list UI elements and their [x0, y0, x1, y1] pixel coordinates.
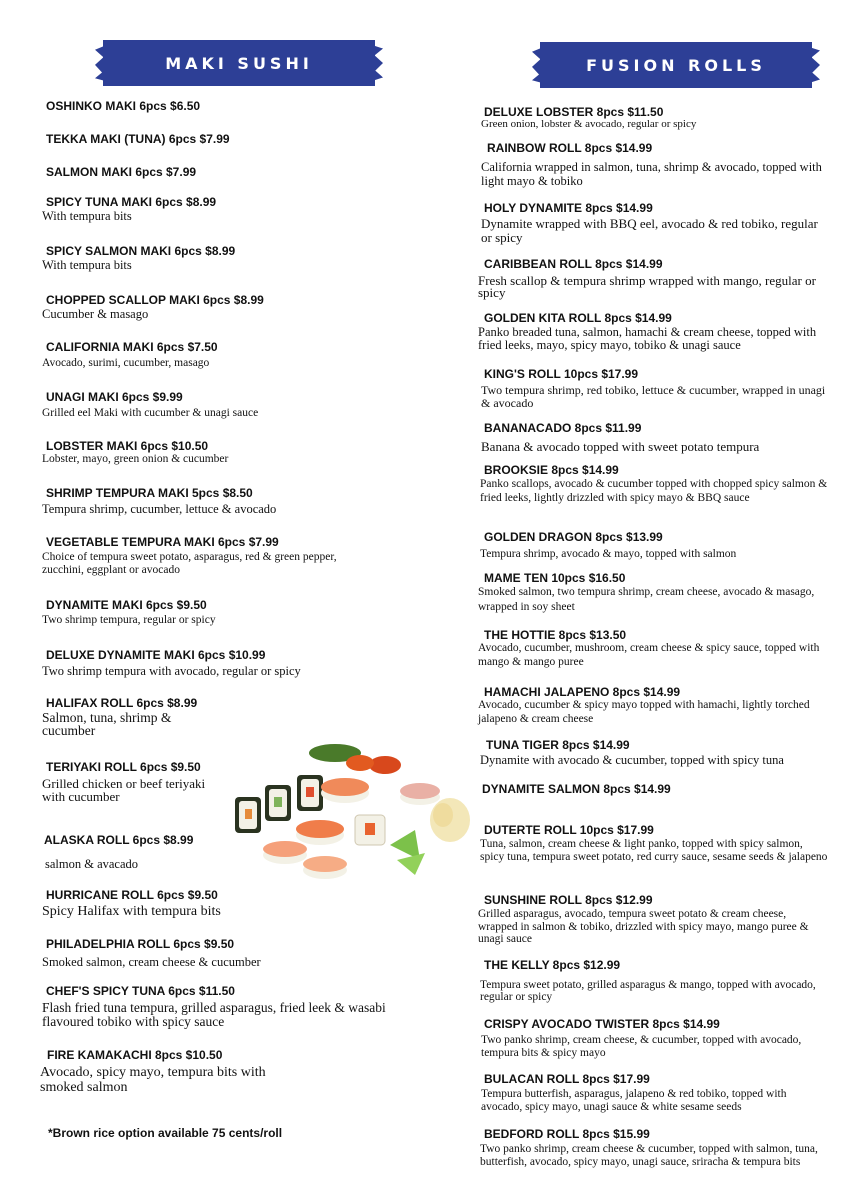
menu-item-spicy-salmon-maki	[42, 244, 342, 272]
menu-item-bedford-roll	[478, 1127, 828, 1168]
item-name: BROOKSIE 8pcs $14.99	[484, 463, 619, 477]
item-name: LOBSTER MAKI 6pcs $10.50	[46, 439, 209, 453]
item-name: SHRIMP TEMPURA MAKI 5pcs $8.50	[46, 486, 253, 500]
item-description: Grilled chicken or beef teriyaki with cucumber	[42, 776, 206, 804]
item-name: DELUXE LOBSTER 8pcs $11.50	[484, 105, 664, 119]
item-name: PHILADELPHIA ROLL 6pcs $9.50	[46, 937, 235, 951]
item-name: OSHINKO MAKI 6pcs $6.50	[46, 99, 201, 113]
menu-item-unagi-maki	[42, 390, 342, 420]
item-description: Smoked salmon, two tempura shrimp, cream cheese, avocado & masago, wrapped in soy sheet	[478, 586, 815, 613]
menu-item-deluxe-dynamite-maki	[42, 648, 342, 678]
menu-item-teriyaki-roll	[42, 760, 227, 803]
item-name: DUTERTE ROLL 10pcs $17.99	[484, 823, 654, 837]
item-description: Tempura sweet potato, grilled asparagus & mango, topped with avocado, regular or spicy	[480, 979, 816, 1003]
fusion-rolls-banner	[540, 42, 812, 88]
item-description: Salmon, tuna, shrimp & cucumber	[42, 710, 172, 738]
item-name: HAMACHI JALAPENO 8pcs $14.99	[484, 685, 681, 699]
menu-item-kings-roll	[478, 367, 828, 410]
menu-item-rainbow-roll	[478, 141, 828, 188]
item-name: KING'S ROLL 10pcs $17.99	[484, 367, 639, 381]
menu-item-tekka-maki	[42, 132, 342, 146]
item-name: BULACAN ROLL 8pcs $17.99	[484, 1072, 650, 1086]
menu-item-golden-dragon	[478, 530, 828, 561]
brown-rice-note: *Brown rice option available 75 cents/roll	[48, 1126, 283, 1140]
menu-item-the-hottie	[478, 628, 828, 669]
item-description: California wrapped in salmon, tuna, shrimp & avocado, topped with light mayo & tobiko	[481, 160, 822, 188]
item-description: Choice of tempura sweet potato, asparagus, red & green pepper, zucchini, eggplant or avocado	[42, 551, 337, 576]
menu-item-halifax-roll	[42, 696, 202, 737]
item-name: CHOPPED SCALLOP MAKI 6pcs $8.99	[46, 293, 264, 307]
menu-item-vegetable-tempura-maki	[42, 535, 342, 576]
menu-item-bulacan-roll	[478, 1072, 828, 1113]
item-description: Green onion, lobster & avocado, regular or spicy	[481, 118, 697, 130]
item-description: Grilled eel Maki with cucumber & unagi sauce	[42, 407, 259, 419]
item-name: RAINBOW ROLL 8pcs $14.99	[487, 141, 653, 155]
item-description: Lobster, mayo, green onion & cucumber	[42, 453, 229, 465]
item-name: UNAGI MAKI 6pcs $9.99	[46, 390, 183, 404]
item-description: Avocado, spicy mayo, tempura bits with smoked salmon	[40, 1065, 266, 1095]
item-description: With tempura bits	[42, 258, 132, 272]
item-description: Tempura shrimp, avocado & mayo, topped with salmon	[480, 548, 737, 560]
menu-item-salmon-maki	[42, 165, 342, 179]
item-description: Grilled asparagus, avocado, tempura sweet potato & cream cheese, wrapped in salmon & tobiko, drizzled with spicy mayo, mango puree & unagi sauce	[478, 908, 809, 945]
item-name: BANANACADO 8pcs $11.99	[484, 421, 642, 435]
maki-sushi-banner	[103, 40, 375, 86]
sushi-platter-image	[215, 735, 475, 895]
item-name: DELUXE DYNAMITE MAKI 6pcs $10.99	[46, 648, 266, 662]
item-description: Panko breaded tuna, salmon, hamachi & cream cheese, topped with fried leeks, mayo, spicy mayo, tobiko & unagi sauce	[478, 325, 817, 352]
menu-item-golden-kita-roll	[478, 311, 828, 352]
item-name: SUNSHINE ROLL 8pcs $12.99	[484, 893, 653, 907]
menu-item-shrimp-tempura-maki	[42, 486, 342, 516]
item-name: SPICY SALMON MAKI 6pcs $8.99	[46, 244, 236, 258]
item-name: GOLDEN DRAGON 8pcs $13.99	[484, 530, 663, 544]
item-description: Avocado, cucumber, mushroom, cream cheese & spicy sauce, topped with mango & mango puree	[478, 642, 820, 668]
item-name: CHEF'S SPICY TUNA 6pcs $11.50	[46, 984, 235, 998]
item-name: TEKKA MAKI (TUNA) 6pcs $7.99	[46, 132, 230, 146]
item-description: Flash fried tuna tempura, grilled asparagus, fried leek & wasabi flavoured tobiko with spicy sauce	[42, 1000, 386, 1029]
item-name: TUNA TIGER 8pcs $14.99	[486, 738, 630, 752]
item-name: THE HOTTIE 8pcs $13.50	[484, 628, 627, 642]
item-description: Avocado, cucumber & spicy mayo topped with hamachi, lightly torched jalapeno & cream cheese	[478, 699, 810, 725]
item-name: CALIFORNIA MAKI 6pcs $7.50	[46, 340, 218, 354]
item-name: FIRE KAMAKACHI 8pcs $10.50	[47, 1048, 223, 1062]
menu-item-mame-ten	[478, 571, 828, 615]
item-name: SPICY TUNA MAKI 6pcs $8.99	[46, 195, 217, 209]
item-name: SALMON MAKI 6pcs $7.99	[46, 165, 197, 179]
menu-item-philadelphia-roll	[42, 937, 342, 969]
item-description: Panko scallops, avocado & cucumber topped with chopped spicy salmon & fried leeks, lightly drizzled with spicy mayo & BBQ sauce	[480, 478, 828, 504]
menu-item-duterte-roll	[478, 823, 828, 863]
menu-item-brooksie	[478, 463, 828, 505]
item-description: Banana & avocado topped with sweet potato tempura	[481, 439, 760, 454]
item-description: Spicy Halifax with tempura bits	[42, 904, 221, 919]
menu-item-tuna-tiger	[478, 738, 828, 767]
item-name: TERIYAKI ROLL 6pcs $9.50	[46, 760, 201, 774]
item-name: BEDFORD ROLL 8pcs $15.99	[484, 1127, 650, 1141]
menu-item-hamachi-jalapeno	[478, 685, 828, 726]
item-description: Two panko shrimp, cream cheese, & cucumber, topped with avocado, tempura bits & spicy mayo	[481, 1034, 802, 1059]
item-name: ALASKA ROLL 6pcs $8.99	[44, 833, 194, 847]
maki-sushi-title: MAKI SUSHI	[165, 53, 313, 73]
menu-item-crispy-avocado-twister	[478, 1017, 828, 1059]
item-name: MAME TEN 10pcs $16.50	[484, 571, 626, 585]
item-name: THE KELLY 8pcs $12.99	[484, 958, 621, 972]
item-description: Avocado, surimi, cucumber, masago	[42, 357, 210, 369]
menu-item-sunshine-roll	[478, 893, 828, 946]
item-description: Dynamite wrapped with BBQ eel, avocado & red tobiko, regular or spicy	[481, 216, 818, 245]
item-description: Tuna, salmon, cream cheese & light panko, topped with spicy salmon, spicy tuna, tempura sweet potato, red curry sauce, sesame seeds & jalapeno	[480, 838, 828, 863]
menu-item-dynamite-maki	[42, 598, 342, 627]
item-description: Fresh scallop & tempura shrimp wrapped with mango, regular or spicy	[478, 273, 816, 300]
menu-item-fire-kamakachi	[40, 1048, 290, 1095]
menu-item-holy-dynamite	[478, 201, 828, 245]
item-name: HOLY DYNAMITE 8pcs $14.99	[484, 201, 653, 215]
menu-item-chopped-scallop-maki	[42, 293, 342, 321]
item-description: Cucumber & masago	[42, 307, 149, 321]
item-description: Two tempura shrimp, red tobiko, lettuce & cucumber, wrapped in unagi & avocado	[481, 383, 826, 410]
item-description: Smoked salmon, cream cheese & cucumber	[42, 955, 261, 969]
item-name: CRISPY AVOCADO TWISTER 8pcs $14.99	[484, 1017, 720, 1031]
item-name: DYNAMITE MAKI 6pcs $9.50	[46, 598, 207, 612]
item-description: Two shrimp tempura, regular or spicy	[42, 614, 216, 626]
menu-item-bananacado	[478, 421, 828, 454]
menu-item-deluxe-lobster	[478, 105, 828, 130]
menu-item-spicy-tuna-maki	[42, 195, 342, 223]
item-name: HALIFAX ROLL 6pcs $8.99	[46, 696, 198, 710]
menu-item-chefs-spicy-tuna	[42, 984, 402, 1029]
item-description: Tempura shrimp, cucumber, lettuce & avocado	[42, 502, 277, 516]
item-name: VEGETABLE TEMPURA MAKI 6pcs $7.99	[46, 535, 279, 549]
menu-item-california-maki	[42, 340, 342, 370]
item-description: Dynamite with avocado & cucumber, topped with spicy tuna	[480, 753, 784, 767]
fusion-rolls-title: FUSION ROLLS	[586, 55, 766, 75]
item-description: Tempura butterfish, asparagus, jalapeno & red tobiko, topped with avocado, spicy mayo, unagi sauce & white sesame seeds	[481, 1088, 787, 1113]
item-description: With tempura bits	[42, 209, 132, 223]
item-description: Two shrimp tempura with avocado, regular or spicy	[42, 664, 301, 678]
item-description: Two panko shrimp, cream cheese & cucumber, topped with salmon, tuna, butterfish, avocado, spicy mayo, unagi sauce, sriracha & tempura bits	[480, 1143, 818, 1168]
menu-item-lobster-maki	[42, 439, 342, 466]
item-description: salmon & avacado	[45, 857, 139, 871]
menu-item-oshinko-maki	[42, 99, 342, 113]
menu-item-caribbean-roll	[478, 257, 828, 299]
item-name: GOLDEN KITA ROLL 8pcs $14.99	[484, 311, 672, 325]
menu-item-dynamite-salmon	[478, 782, 828, 796]
menu-item-the-kelly	[478, 958, 828, 1003]
item-name: DYNAMITE SALMON 8pcs $14.99	[482, 782, 671, 796]
item-name: CARIBBEAN ROLL 8pcs $14.99	[484, 257, 663, 271]
item-name: HURRICANE ROLL 6pcs $9.50	[46, 888, 218, 902]
